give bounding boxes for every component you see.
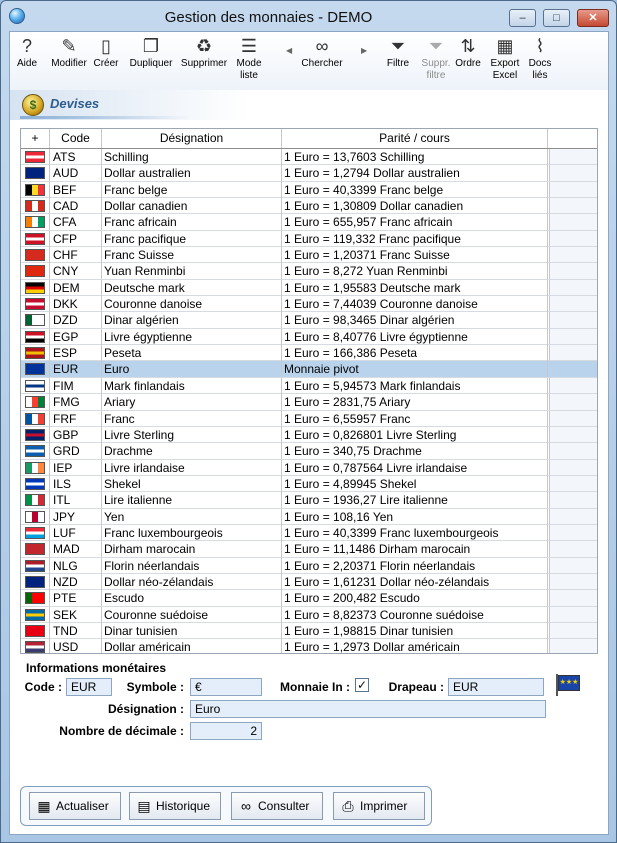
title-bar[interactable] [1,1,616,31]
header-code[interactable]: Code [50,129,102,148]
toolbar [10,32,608,90]
flag-cell [21,476,50,492]
close-button[interactable]: ✕ [577,9,609,27]
code-cell: EGP [50,329,102,345]
flag-cell [21,460,50,476]
table-row[interactable] [21,263,598,279]
flag-icon [25,609,45,621]
table-row[interactable] [21,198,598,214]
consult-button[interactable] [231,792,323,820]
parity-cell: 1 Euro = 1,61231 Dollar néo-zélandais [282,574,548,590]
parity-cell: 1 Euro = 0,826801 Livre Sterling [282,427,548,443]
parity-cell: 1 Euro = 108,16 Yen [282,509,548,525]
flag-icon [25,216,45,228]
toolbar-label: Créer [93,58,119,69]
designation-cell: Livre égyptienne [102,329,282,345]
section-title: Devises [50,96,100,111]
add-column-icon[interactable]: + [21,129,50,148]
flag-icon [25,543,45,555]
flag-icon [25,265,45,277]
toolbar-label: Dupliquer [129,58,173,69]
flag-cell [21,182,50,198]
excel-icon: ▦ [496,36,514,56]
table-row[interactable] [21,312,598,328]
flag-cell [21,411,50,427]
flag-cell [21,361,50,377]
parity-cell: 1 Euro = 7,44039 Couronne danoise [282,296,548,312]
maximize-button[interactable]: □ [543,9,570,27]
code-cell: LUF [50,525,102,541]
trash-icon: ♻ [195,36,213,56]
flag-icon [25,200,45,212]
designation-cell: Drachme [102,443,282,459]
print-button[interactable] [333,792,425,820]
code-cell: MAD [50,541,102,557]
parity-cell: 1 Euro = 8,82373 Couronne suédoise [282,607,548,623]
pen-icon: ✎ [61,36,77,56]
code-cell: CAD [50,198,102,214]
flag-icon [25,184,45,196]
code-cell: NZD [50,574,102,590]
designation-cell: Lire italienne [102,492,282,508]
toolbar-label: Modifier [51,58,87,69]
table-row[interactable] [21,492,598,508]
toolbar-label: Mode liste [236,58,262,81]
designation-cell: Peseta [102,345,282,361]
history-button[interactable] [129,792,221,820]
parity-cell: 1 Euro = 8,40776 Livre égyptienne [282,329,548,345]
content-area [9,31,609,835]
parity-cell: 1 Euro = 8,272 Yuan Renminbi [282,263,548,279]
parity-cell: 1 Euro = 655,957 Franc africain [282,214,548,230]
flag-icon [25,167,45,179]
duplicate-icon: ❐ [142,36,160,56]
toolbar-button-excel[interactable] [488,34,522,90]
flag-cell [21,639,50,654]
code-cell: ATS [50,149,102,165]
flag-icon [25,151,45,163]
designation-cell: Dinar tunisien [102,623,282,639]
parity-cell: 1 Euro = 1,30809 Dollar canadien [282,198,548,214]
header-designation[interactable]: Désignation [102,129,282,148]
flag-cell [21,509,50,525]
monnaie-in-checkbox[interactable]: ✓ [356,678,368,692]
calculator-icon: ▦ [37,798,51,814]
toolbar-label: Chercher [301,58,343,69]
flag-cell [21,623,50,639]
designation-cell: Dollar canadien [102,198,282,214]
update-button[interactable] [29,792,121,820]
symbol-field[interactable]: € [190,678,262,696]
designation-cell: Couronne danoise [102,296,282,312]
coins-icon: $ [22,94,44,116]
designation-cell: Franc pacifique [102,231,282,247]
code-cell: AUD [50,165,102,181]
flag-icon [25,363,45,375]
history-chart-icon: ▤ [137,798,151,814]
parity-cell: 1 Euro = 6,55957 Franc [282,411,548,427]
parity-cell: 1 Euro = 1,20371 Franc Suisse [282,247,548,263]
code-cell: GRD [50,443,102,459]
flag-icon [25,511,45,523]
monnaie-in-label: Monnaie In : [280,680,350,694]
flag-icon [25,576,45,588]
table-row[interactable] [21,509,598,525]
table-row[interactable] [21,443,598,459]
toolbar-button-binoculars[interactable] [292,34,352,90]
parity-cell: 1 Euro = 166,386 Peseta [282,345,548,361]
designation-cell: Dollar américain [102,639,282,654]
drapeau-field[interactable]: EUR [448,678,544,696]
code-cell: ILS [50,476,102,492]
consult-button-label: Consulter [258,799,310,813]
designation-cell: Franc Suisse [102,247,282,263]
toolbar-button-funnel[interactable] [384,34,412,90]
parity-cell: 1 Euro = 40,3399 Franc luxembourgeois [282,525,548,541]
toolbar-button-list-mode[interactable] [232,34,266,90]
code-cell: TND [50,623,102,639]
parity-cell: 1 Euro = 13,7603 Schilling [282,149,548,165]
code-cell: SEK [50,607,102,623]
code-cell: CFA [50,214,102,230]
parity-cell: 1 Euro = 0,787564 Livre irlandaise [282,460,548,476]
toolbar-label: Ordre [455,58,481,69]
designation-cell: Dollar australien [102,165,282,181]
previous-arrow-icon[interactable]: ◀ [286,46,293,55]
parity-cell: 1 Euro = 1,98815 Dinar tunisien [282,623,548,639]
flag-cell [21,394,50,410]
designation-cell: Franc luxembourgeois [102,525,282,541]
table-row[interactable] [21,280,598,296]
toolbar-button-remove-filter [418,34,454,90]
flag-icon [25,429,45,441]
flag-icon [25,249,45,261]
parity-cell: 1 Euro = 40,3399 Franc belge [282,182,548,198]
table-row[interactable] [21,541,598,557]
code-cell: FIM [50,378,102,394]
flag-cell [21,427,50,443]
designation-cell: Livre irlandaise [102,460,282,476]
table-row[interactable] [21,590,598,606]
flag-cell [21,607,50,623]
help-icon: ? [21,36,32,56]
table-row[interactable] [21,411,598,427]
code-cell: GBP [50,427,102,443]
flag-icon [25,527,45,539]
toolbar-label: Aide [16,58,37,69]
decimals-field[interactable]: 2 [190,722,262,740]
flag-icon [25,314,45,326]
table-row[interactable] [21,345,598,361]
flag-cell [21,247,50,263]
code-cell: NLG [50,558,102,574]
toolbar-button-trash[interactable] [178,34,230,90]
currency-table [20,128,598,654]
table-row[interactable] [21,231,598,247]
designation-cell: Schilling [102,149,282,165]
flag-cell [21,558,50,574]
flag-icon [25,298,45,310]
print-button-label: Imprimer [360,799,408,813]
list-mode-icon: ☰ [240,36,258,56]
flag-cell [21,541,50,557]
window-title: Gestion des monnaies - DEMO [164,9,373,26]
flag-icon [25,462,45,474]
table-row[interactable] [21,149,598,165]
flag-icon [25,625,45,637]
parity-cell: 1 Euro = 1936,27 Lire italienne [282,492,548,508]
table-row[interactable] [21,296,598,312]
action-bar [20,786,432,826]
code-cell: EUR [50,361,102,377]
sort-order-icon: ⇅ [460,36,476,56]
flag-icon [25,641,45,653]
funnel-icon: ⏷ [390,36,406,56]
toolbar-button-duplicate[interactable] [126,34,176,90]
designation-cell: Dinar algérien [102,312,282,328]
flag-cell [21,378,50,394]
flag-icon [25,282,45,294]
code-label: Code : [24,680,62,694]
designation-cell: Escudo [102,590,282,606]
parity-cell: 1 Euro = 1,95583 Deutsche mark [282,280,548,296]
code-cell: FMG [50,394,102,410]
table-row[interactable] [21,607,598,623]
flag-icon [25,478,45,490]
flag-icon [25,331,45,343]
designation-cell: Florin néerlandais [102,558,282,574]
flag-cell [21,263,50,279]
flag-cell [21,231,50,247]
eu-flag-icon: ★★★ [558,675,580,691]
flag-cell [21,149,50,165]
table-row[interactable] [21,361,598,377]
table-row[interactable] [21,214,598,230]
flag-cell [21,165,50,181]
flag-cell [21,443,50,459]
parity-cell: 1 Euro = 340,75 Drachme [282,443,548,459]
flag-cell [21,329,50,345]
code-cell: IEP [50,460,102,476]
parity-cell: Monnaie pivot [282,361,548,377]
table-row[interactable] [21,558,598,574]
table-row[interactable] [21,378,598,394]
code-cell: DEM [50,280,102,296]
parity-cell: 1 Euro = 200,482 Escudo [282,590,548,606]
code-field[interactable]: EUR [66,678,112,696]
history-button-label: Historique [156,799,211,813]
toolbar-button-help[interactable] [12,34,42,90]
toolbar-button-paperclip[interactable] [524,34,556,90]
code-cell: FRF [50,411,102,427]
flag-cell [21,214,50,230]
toolbar-label: Docs liés [528,58,552,81]
binoculars-icon: ∞ [315,36,329,56]
table-row[interactable] [21,639,598,654]
flag-icon [25,560,45,572]
new-document-icon: ▯ [101,36,111,56]
section-header [10,90,608,120]
drapeau-label: Drapeau : [388,680,444,694]
table-row[interactable] [21,574,598,590]
parity-cell: 1 Euro = 5,94573 Mark finlandais [282,378,548,394]
designation-cell: Yen [102,509,282,525]
code-cell: JPY [50,509,102,525]
code-cell: CFP [50,231,102,247]
flag-icon [25,445,45,457]
parity-cell: 1 Euro = 2831,75 Ariary [282,394,548,410]
info-section-title: Informations monétaires [26,661,167,675]
code-cell: BEF [50,182,102,198]
designation-cell: Mark finlandais [102,378,282,394]
section-underline [20,116,190,119]
table-body [21,149,598,654]
table-row[interactable] [21,623,598,639]
parity-cell: 1 Euro = 4,89945 Shekel [282,476,548,492]
code-cell: CNY [50,263,102,279]
flag-icon [25,396,45,408]
table-row[interactable] [21,165,598,181]
toolbar-label: Export Excel [490,58,520,81]
minimize-button[interactable]: – [509,9,536,27]
parity-cell: 1 Euro = 119,332 Franc pacifique [282,231,548,247]
flag-cell [21,590,50,606]
flag-icon [25,592,45,604]
table-row[interactable] [21,182,598,198]
designation-cell: Couronne suédoise [102,607,282,623]
code-cell: PTE [50,590,102,606]
designation-cell: Euro [102,361,282,377]
parity-cell: 1 Euro = 98,3465 Dinar algérien [282,312,548,328]
parity-cell: 1 Euro = 11,1486 Dirham marocain [282,541,548,557]
code-cell: CHF [50,247,102,263]
parity-cell: 1 Euro = 2,20371 Florin néerlandais [282,558,548,574]
table-row[interactable] [21,329,598,345]
designation-cell: Franc [102,411,282,427]
toolbar-label: Filtre [386,58,410,69]
flag-icon [25,347,45,359]
update-button-label: Actualiser [56,799,109,813]
flag-icon [25,233,45,245]
code-cell: ITL [50,492,102,508]
flag-cell [21,312,50,328]
designation-cell: Dollar néo-zélandais [102,574,282,590]
toolbar-button-new-document[interactable] [92,34,120,90]
designation-label: Désignation : [107,702,184,716]
table-header [21,129,598,149]
flag-cell [21,296,50,312]
designation-cell: Ariary [102,394,282,410]
code-cell: DKK [50,296,102,312]
code-cell: ESP [50,345,102,361]
table-row[interactable] [21,247,598,263]
table-row[interactable] [21,427,598,443]
flag-icon [25,494,45,506]
designation-cell: Yuan Renminbi [102,263,282,279]
flag-cell [21,345,50,361]
designation-cell: Franc belge [102,182,282,198]
designation-cell: Deutsche mark [102,280,282,296]
toolbar-button-pen[interactable] [48,34,90,90]
designation-cell: Livre Sterling [102,427,282,443]
code-cell: USD [50,639,102,654]
flag-cell [21,525,50,541]
glasses-icon: ∞ [241,798,251,814]
header-parity[interactable]: Parité / cours [282,129,548,148]
flag-cell [21,198,50,214]
symbol-label: Symbole : [126,680,184,694]
next-arrow-icon[interactable]: ▶ [361,46,368,55]
designation-cell: Franc africain [102,214,282,230]
designation-cell: Shekel [102,476,282,492]
flag-icon [25,413,45,425]
code-cell: DZD [50,312,102,328]
remove-filter-icon: ⏷ [428,36,444,56]
printer-icon: ⎙ [342,798,354,814]
table-row[interactable] [21,394,598,410]
table-row[interactable] [21,525,598,541]
table-row[interactable] [21,460,598,476]
flag-icon [25,380,45,392]
toolbar-button-sort-order[interactable] [454,34,482,90]
paperclip-icon: ⌇ [535,36,545,56]
flag-cell [21,574,50,590]
designation-field[interactable]: Euro [190,700,546,718]
toolbar-label: Suppr. filtre [421,58,451,81]
toolbar-label: Supprimer [180,58,228,69]
decimals-label: Nombre de décimale : [59,724,184,738]
designation-cell: Dirham marocain [102,541,282,557]
parity-cell: 1 Euro = 1,2794 Dollar australien [282,165,548,181]
flag-cell [21,492,50,508]
flag-cell [21,280,50,296]
parity-cell: 1 Euro = 1,2973 Dollar américain [282,639,548,654]
table-row[interactable] [21,476,598,492]
